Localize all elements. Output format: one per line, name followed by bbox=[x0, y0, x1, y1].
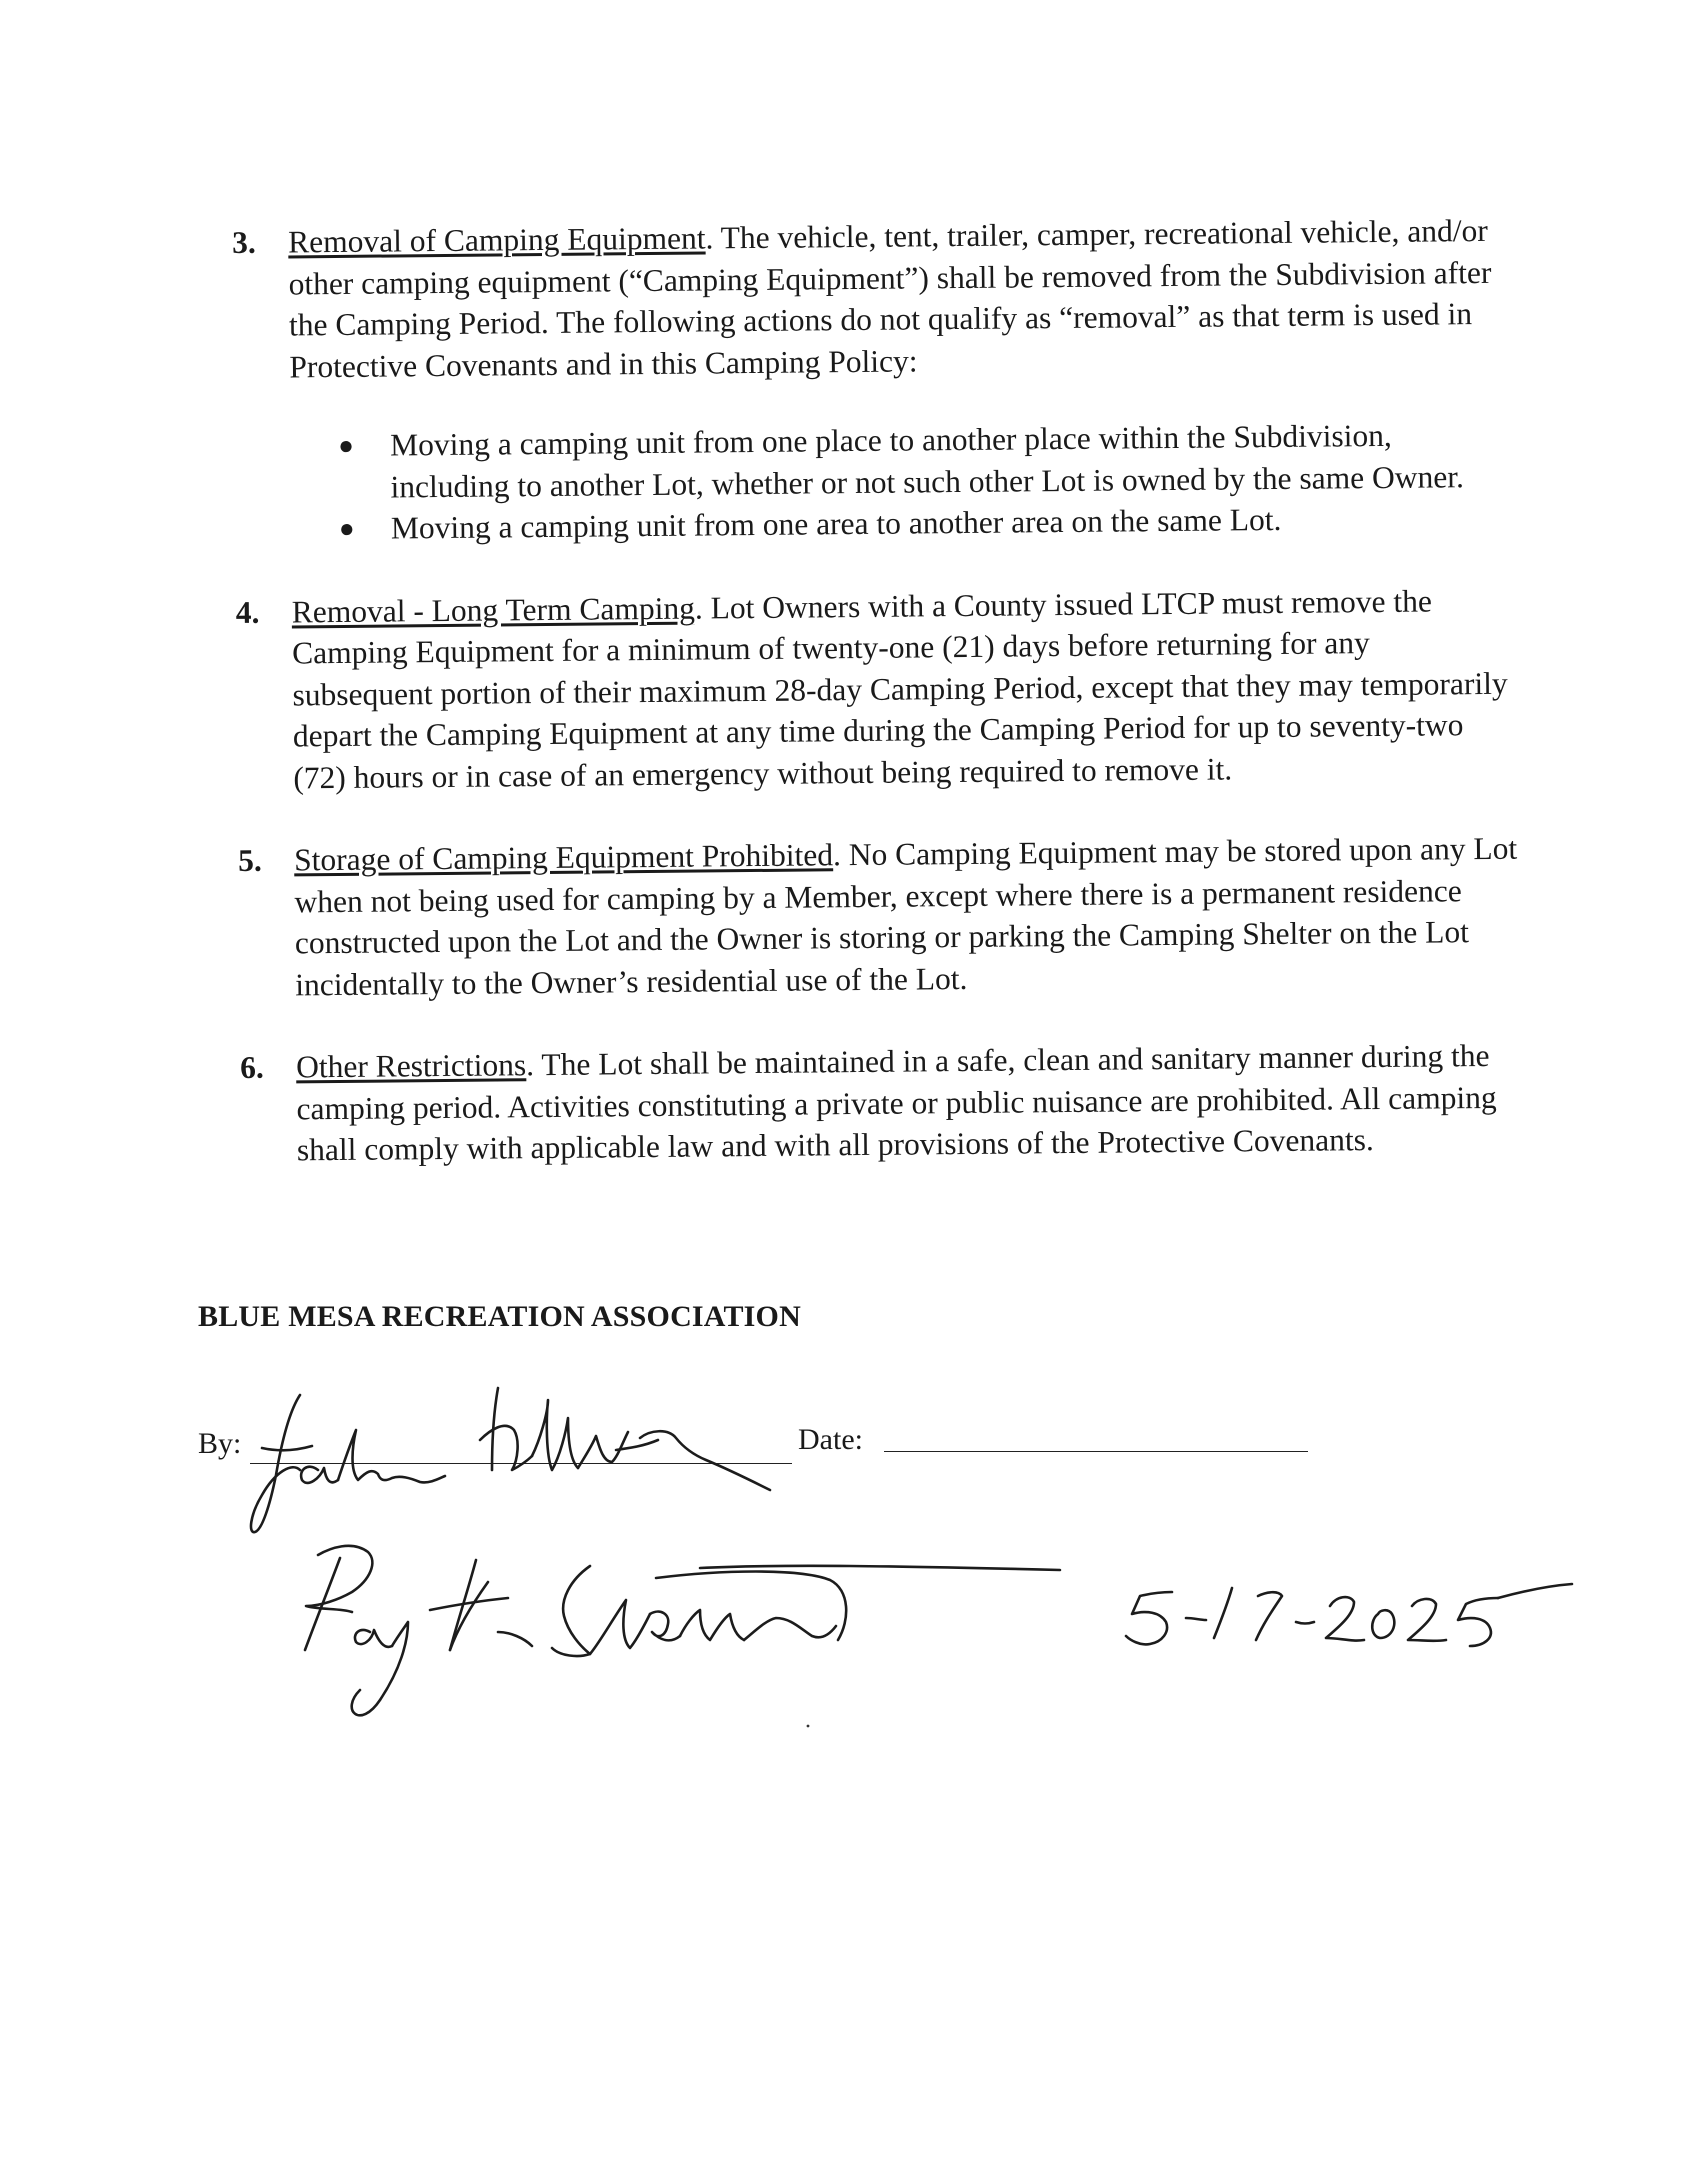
section-body: The Lot shall be maintained in a safe, clean and sanitary manner during the camping period. Activities constituting a private or public nuisance are prohibited. All camping shall comply with applicable law and with all provisions of the Protective Covenants. bbox=[296, 1037, 1497, 1168]
section-number: 3. bbox=[232, 224, 256, 260]
bullet-icon: ● bbox=[338, 513, 355, 543]
handwritten-date bbox=[1126, 1584, 1572, 1646]
scan-speck bbox=[807, 1725, 810, 1728]
heading-period: . bbox=[694, 589, 703, 626]
section-body: The vehicle, tent, trailer, camper, recreational vehicle, and/or other camping equipment (“Camping Equipment”) shall be removed from the Subdivision after the Camping Period. The following actions do not qualify as “removal” as that term is used in Protective Covenants and in this Camping Policy: bbox=[288, 212, 1492, 384]
section-heading: Storage of Camping Equipment Prohibited bbox=[293, 837, 834, 878]
section-heading: Removal - Long Term Camping bbox=[291, 590, 696, 629]
bullet-text: Moving a camping unit from one place to another place within the Subdivision, including to another Lot, whether or not such other Lot is owned by the same Owner. bbox=[389, 417, 1465, 504]
heading-period: . bbox=[526, 1047, 535, 1083]
section-number: 5. bbox=[237, 842, 262, 878]
section-heading: Other Restrictions bbox=[295, 1047, 527, 1085]
section-heading: Removal of Camping Equipment bbox=[288, 220, 706, 260]
organization-name: BLUE MESA RECREATION ASSOCIATION bbox=[198, 1300, 801, 1333]
section-number: 4. bbox=[235, 594, 260, 630]
bullet-icon: ● bbox=[338, 430, 355, 460]
by-label: By: bbox=[198, 1427, 242, 1460]
date-label: Date: bbox=[798, 1423, 863, 1456]
bullet-text: Moving a camping unit from one area to another area on the same Lot. bbox=[390, 501, 1282, 546]
section-body: Lot Owners with a County issued LTCP must remove the Camping Equipment for a minimum of twenty-one (21) days before returning for any subsequent portion of their maximum 28-day Camping Period, except that they may temporarily depart the Camping Equipment at any time during the Camping Period for up to seventy-two (72) hours or in case of an emergency without being required to remove it. bbox=[291, 583, 1508, 795]
signature-2 bbox=[305, 1546, 1060, 1715]
heading-period: . bbox=[832, 837, 842, 873]
heading-period: . bbox=[705, 220, 714, 256]
section-body: No Camping Equipment may be stored upon any Lot when not being used for camping by a Member, except where there is a permanent residence constructed upon the Lot and the Owner is storing or parking the Camping Shelter on the Lot incidentally to the Owner’s residential use of the Lot. bbox=[294, 830, 1518, 1002]
section-number: 6. bbox=[239, 1049, 264, 1085]
signature-1 bbox=[251, 1388, 770, 1532]
